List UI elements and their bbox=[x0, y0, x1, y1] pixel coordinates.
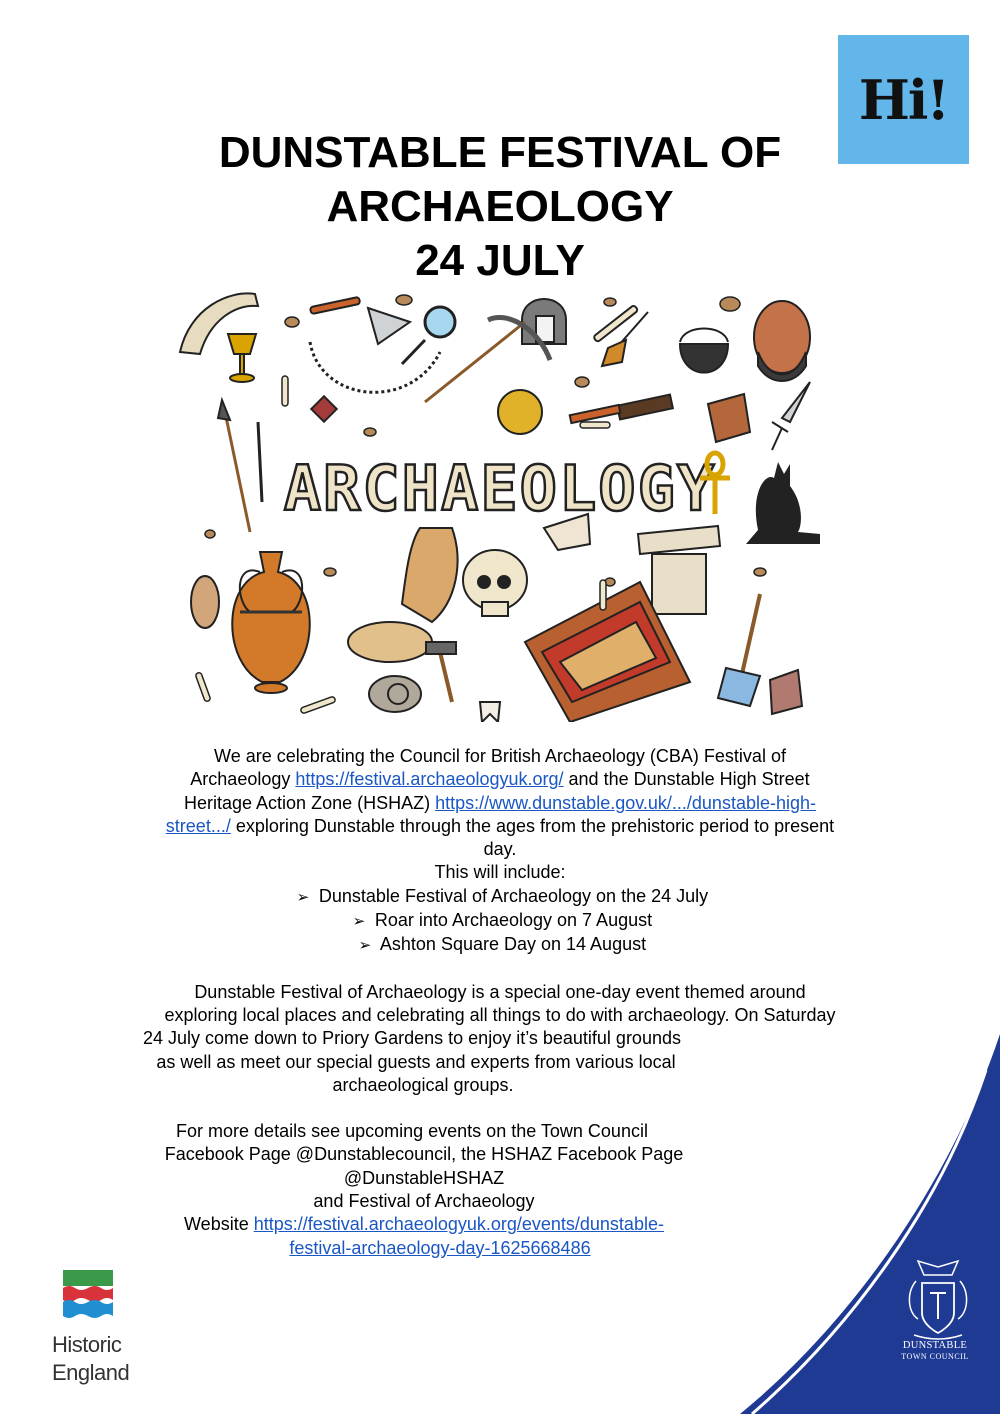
events-list bbox=[100, 885, 900, 958]
council-name-line-1: DUNSTABLE bbox=[902, 1340, 968, 1351]
hi-logo-text: Hi! bbox=[858, 67, 949, 132]
tooth-icon bbox=[480, 702, 500, 722]
fossil-icon bbox=[369, 676, 421, 712]
list-item: ➢ Roar into Archaeology on 7 August bbox=[100, 909, 900, 933]
list-item: ➢ Ashton Square Day on 14 August bbox=[100, 933, 900, 957]
amphora-icon bbox=[232, 552, 310, 693]
magnifier-icon bbox=[402, 307, 455, 364]
description-line-3: 24 July come down to Priory Gardens to enjoy it’s beautiful grounds bbox=[143, 1028, 681, 1049]
list-item: ➢ Dunstable Festival of Archaeology on the 24 July bbox=[100, 885, 900, 909]
council-name-line-2: TOWN COUNCIL bbox=[901, 1352, 969, 1361]
cat-statue-icon bbox=[746, 462, 820, 544]
bullet-arrow-icon: ➢ bbox=[296, 887, 310, 906]
spear-icon bbox=[218, 400, 250, 532]
title-line-1: DUNSTABLE FESTIVAL OF bbox=[218, 128, 782, 177]
comb-icon bbox=[570, 395, 673, 424]
bullet-arrow-icon: ➢ bbox=[352, 912, 366, 931]
intro-line-1: We are celebrating the Council for British Archaeology (CBA) Festival of bbox=[214, 746, 786, 766]
description-line-4: as well as meet our special guests and experts from various local bbox=[156, 1051, 676, 1072]
hshaz-link-part-2[interactable]: street.../ bbox=[165, 815, 231, 836]
hat-icon bbox=[348, 622, 432, 662]
page-title bbox=[150, 126, 850, 288]
details-line-2: Facebook Page @Dunstablecouncil, the HSHAZ Facebook Page bbox=[164, 1144, 684, 1165]
details-line-5: Website https://festival.archaeologyuk.org/events/dunstable- bbox=[184, 1214, 664, 1235]
bone-icon bbox=[593, 305, 638, 343]
skull-icon bbox=[463, 550, 527, 616]
necklace-icon bbox=[310, 342, 440, 392]
intro-line-6: This will include: bbox=[434, 862, 566, 883]
hi-logo bbox=[838, 35, 969, 164]
title-line-3: 24 JULY bbox=[415, 236, 585, 285]
amulet-icon bbox=[311, 396, 336, 421]
title-line-2: ARCHAEOLOGY bbox=[326, 182, 674, 231]
mask-icon bbox=[754, 301, 810, 381]
archaeology-illustration bbox=[170, 282, 830, 722]
festival-event-link-part-2[interactable]: festival-archaeology-day-1625668486 bbox=[289, 1237, 591, 1258]
description-line-2: exploring local places and celebrating all things to do with archaeology. On Saturday bbox=[164, 1004, 836, 1025]
historic-england-line-2: England bbox=[52, 1360, 130, 1385]
details-line-1: For more details see upcoming events on the Town Council bbox=[176, 1121, 648, 1142]
description-line-5: archaeological groups. bbox=[332, 1074, 514, 1095]
archaeology-wordmark: ARCHAEOLOGY bbox=[283, 452, 717, 525]
flint-icon bbox=[708, 394, 750, 442]
helmet-icon bbox=[522, 299, 566, 344]
historic-england-mark-icon bbox=[63, 1270, 113, 1322]
bullet-arrow-icon: ➢ bbox=[358, 936, 372, 955]
details-line-4: and Festival of Archaeology bbox=[313, 1191, 535, 1212]
historic-england-logo bbox=[52, 1270, 142, 1390]
historic-england-line-1: Historic bbox=[52, 1332, 122, 1357]
cauldron-icon bbox=[680, 329, 728, 373]
intro-line-4: street.../ exploring Dunstable through the ages from the prehistoric period to present bbox=[165, 815, 835, 836]
intro-line-3: Heritage Action Zone (HSHAZ) https://www.dunstable.gov.uk/.../dunstable-high- bbox=[184, 792, 816, 813]
trowel-icon bbox=[310, 297, 410, 344]
dagger-icon bbox=[772, 382, 810, 450]
goblet-icon bbox=[228, 334, 256, 382]
description-line-1: Dunstable Festival of Archaeology is a special one-day event themed around bbox=[194, 981, 806, 1002]
footprint-icon bbox=[191, 576, 219, 628]
coin-icon bbox=[498, 390, 542, 434]
hshaz-link-part-1[interactable]: https://www.dunstable.gov.uk/.../dunstable-high- bbox=[435, 792, 816, 813]
spade-icon bbox=[718, 594, 760, 706]
cba-festival-link[interactable]: https://festival.archaeologyuk.org/ bbox=[295, 769, 564, 790]
details-line-3: @DunstableHSHAZ bbox=[343, 1167, 505, 1188]
intro-line-5: day. bbox=[483, 839, 517, 860]
festival-event-link-part-1[interactable]: https://festival.archaeologyuk.org/events/dunstable- bbox=[253, 1214, 664, 1235]
dunstable-town-council-logo bbox=[880, 1340, 990, 1362]
rock-icon bbox=[770, 670, 802, 714]
arrow-icon bbox=[258, 422, 262, 502]
hammer-icon bbox=[426, 642, 456, 702]
intro-line-2: Archaeology https://festival.archaeologyuk.org/ and the Dunstable High Street bbox=[190, 769, 810, 790]
sarcophagus-icon bbox=[402, 528, 458, 622]
